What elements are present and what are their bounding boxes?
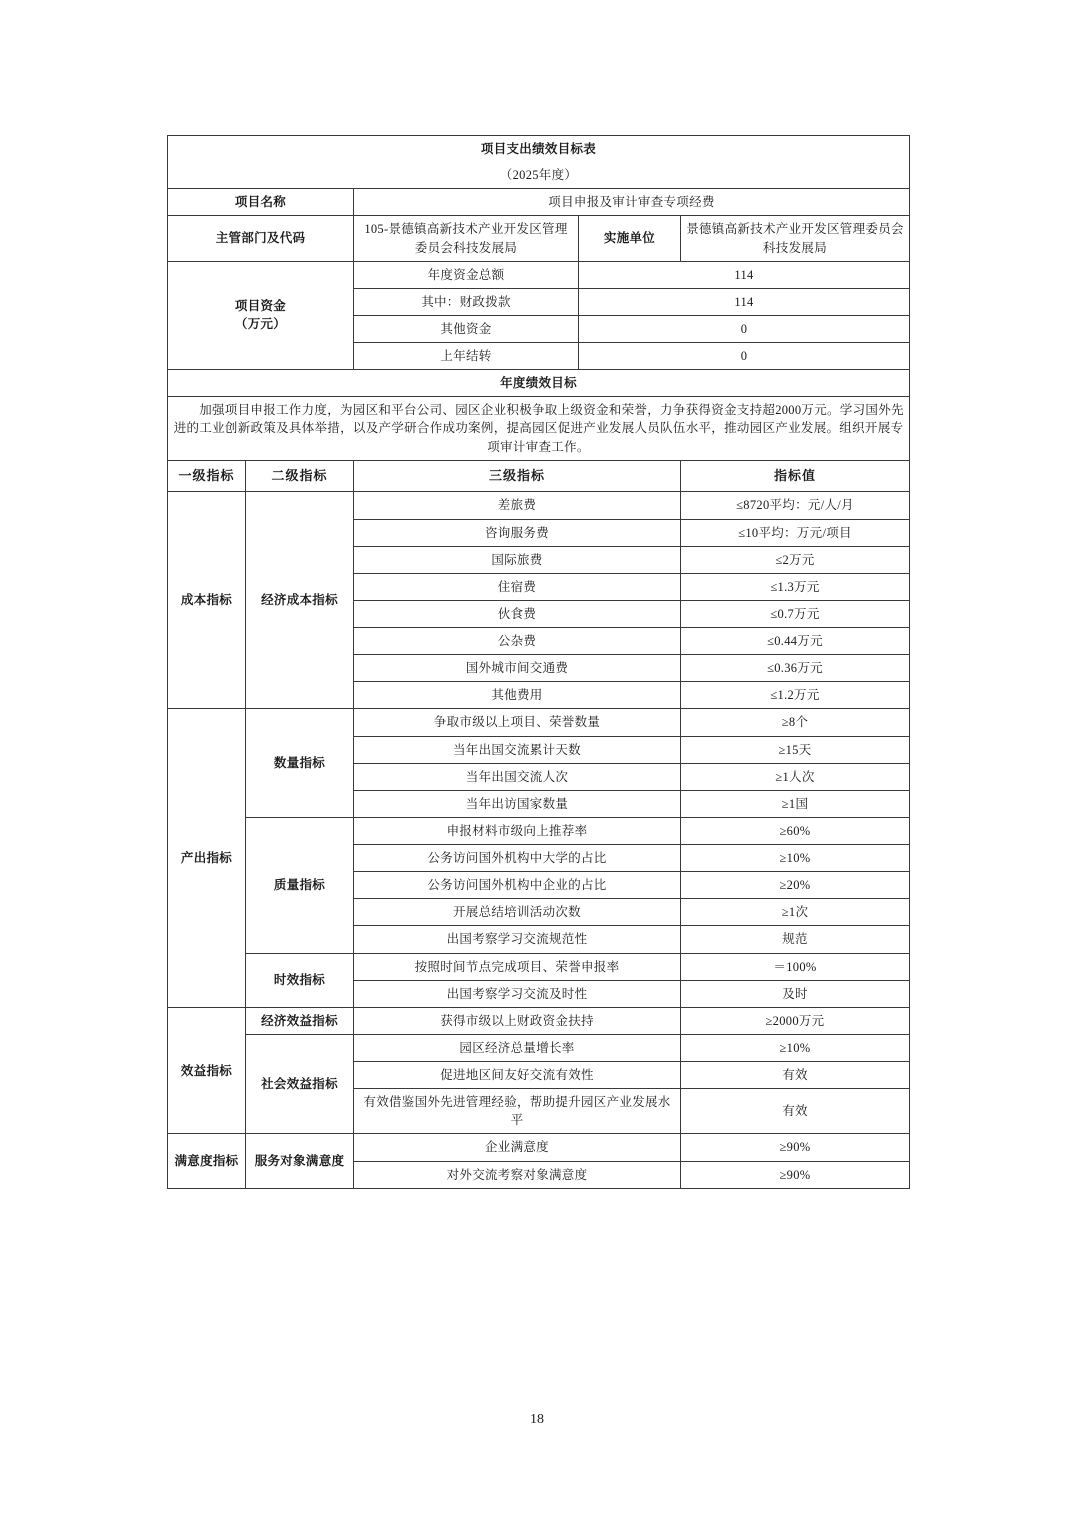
level3-label: 争取市级以上项目、荣誉数量 (354, 709, 681, 736)
level3-label: 出国考察学习交流及时性 (354, 980, 681, 1007)
indicator-value: 规范 (681, 926, 910, 953)
implementing-unit-value: 景德镇高新技术产业开发区管理委员会科技发展局 (681, 216, 910, 261)
page-number: 18 (530, 1412, 544, 1427)
level3-label: 当年出国交流人次 (354, 763, 681, 790)
funds-item-value-3: 0 (579, 343, 910, 370)
level3-label: 国外城市间交通费 (354, 655, 681, 682)
level3-label: 对外交流考察对象满意度 (354, 1161, 681, 1188)
indicator-value: ≥8个 (681, 709, 910, 736)
annual-goal-text-row (168, 397, 910, 460)
level2-quantity: 数量指标 (246, 709, 354, 818)
funds-item-name-1: 其中：财政拨款 (354, 288, 579, 315)
level3-label: 获得市级以上财政资金扶持 (354, 1007, 681, 1034)
indicator-value: ≥90% (681, 1161, 910, 1188)
funds-item-name-3: 上年结转 (354, 343, 579, 370)
table-row (168, 709, 910, 736)
level1-output: 产出指标 (168, 709, 246, 1007)
level3-label: 园区经济总量增长率 (354, 1034, 681, 1061)
funds-item-value-2: 0 (579, 315, 910, 342)
indicator-value: 有效 (681, 1089, 910, 1134)
level3-label: 申报材料市级向上推荐率 (354, 817, 681, 844)
level3-label: 伙食费 (354, 600, 681, 627)
indicator-value: ≤0.36万元 (681, 655, 910, 682)
indicator-value: ≥60% (681, 817, 910, 844)
level2-quality: 质量指标 (246, 817, 354, 953)
level2-social-benefit: 社会效益指标 (246, 1034, 354, 1134)
level3-label: 差旅费 (354, 492, 681, 519)
level3-label: 当年出国交流累计天数 (354, 736, 681, 763)
table-row (168, 953, 910, 980)
indicator-value: ≤2万元 (681, 546, 910, 573)
project-name-label: 项目名称 (168, 189, 354, 216)
table-year-row (168, 162, 910, 189)
level2-economic-benefit: 经济效益指标 (246, 1007, 354, 1034)
indicator-value: ≤0.7万元 (681, 600, 910, 627)
header-level2: 二级指标 (246, 460, 354, 492)
indicator-value: ≥10% (681, 1034, 910, 1061)
funds-item-value-0: 114 (579, 261, 910, 288)
indicator-value: ≥90% (681, 1134, 910, 1161)
level3-label: 按照时间节点完成项目、荣誉申报率 (354, 953, 681, 980)
level3-label: 公务访问国外机构中大学的占比 (354, 845, 681, 872)
funds-item-name-2: 其他资金 (354, 315, 579, 342)
header-level3: 三级指标 (354, 460, 681, 492)
annual-goal-header: 年度绩效目标 (168, 370, 910, 397)
level2-economic-cost: 经济成本指标 (246, 492, 354, 709)
level2-timeliness: 时效指标 (246, 953, 354, 1007)
level3-label: 当年出访国家数量 (354, 790, 681, 817)
indicator-value: ≥10% (681, 845, 910, 872)
document-year: （2025年度） (168, 162, 910, 189)
indicator-value: ≥1次 (681, 899, 910, 926)
level3-label: 公务访问国外机构中企业的占比 (354, 872, 681, 899)
project-funds-label (168, 261, 354, 370)
indicator-value: ≥15天 (681, 736, 910, 763)
level3-label: 咨询服务费 (354, 519, 681, 546)
implementing-unit-label: 实施单位 (579, 216, 681, 261)
indicator-value: ≤0.44万元 (681, 628, 910, 655)
performance-target-table (167, 135, 910, 1189)
level3-label: 国际旅费 (354, 546, 681, 573)
level2-service-satisfaction: 服务对象满意度 (246, 1134, 354, 1188)
project-funds-label-line2: （万元） (234, 317, 287, 332)
project-name-row (168, 189, 910, 216)
level3-label: 其他费用 (354, 682, 681, 709)
indicator-value: 有效 (681, 1062, 910, 1089)
funds-item-name-0: 年度资金总额 (354, 261, 579, 288)
table-row (168, 1134, 910, 1161)
level1-benefit: 效益指标 (168, 1007, 246, 1134)
level3-label: 公杂费 (354, 628, 681, 655)
indicator-value: 及时 (681, 980, 910, 1007)
table-title-row (168, 136, 910, 163)
indicator-header-row (168, 460, 910, 492)
indicator-value: ≥1人次 (681, 763, 910, 790)
level3-label: 出国考察学习交流规范性 (354, 926, 681, 953)
level3-label: 促进地区间友好交流有效性 (354, 1062, 681, 1089)
indicator-value: ≤8720平均：元/人/月 (681, 492, 910, 519)
annual-goal-text: 加强项目申报工作力度，为园区和平台公司、园区企业积极争取上级资金和荣誉，力争获得资金支持超2000万元。学习国外先进的工业创新政策及具体举措，以及产学研合作成功案例，提高园区促进产业发展人员队伍水平，推动园区产业发展。组织开展专项审计审查工作。 (168, 397, 910, 460)
header-value: 指标值 (681, 460, 910, 492)
level3-label: 开展总结培训活动次数 (354, 899, 681, 926)
funds-row-0 (168, 261, 910, 288)
header-level1: 一级指标 (168, 460, 246, 492)
annual-goal-header-row (168, 370, 910, 397)
level3-label: 有效借鉴国外先进管理经验，帮助提升园区产业发展水平 (354, 1089, 681, 1134)
table-row (168, 492, 910, 519)
indicator-value: ≤1.3万元 (681, 573, 910, 600)
project-funds-label-line1: 项目资金 (234, 299, 287, 314)
level1-satisfaction: 满意度指标 (168, 1134, 246, 1188)
indicator-value: ≥20% (681, 872, 910, 899)
indicator-value: ≤10平均：万元/项目 (681, 519, 910, 546)
department-label: 主管部门及代码 (168, 216, 354, 261)
table-row (168, 1007, 910, 1034)
indicator-value: ≥2000万元 (681, 1007, 910, 1034)
page-title: 项目支出绩效目标表 (168, 136, 910, 163)
table-row (168, 1034, 910, 1061)
level3-label: 企业满意度 (354, 1134, 681, 1161)
level1-cost: 成本指标 (168, 492, 246, 709)
indicator-value: ≤1.2万元 (681, 682, 910, 709)
department-row (168, 216, 910, 261)
indicator-value: ＝100% (681, 953, 910, 980)
department-value: 105-景德镇高新技术产业开发区管理委员会科技发展局 (354, 216, 579, 261)
project-name-value: 项目申报及审计审查专项经费 (354, 189, 910, 216)
table-row (168, 817, 910, 844)
indicator-value: ≥1国 (681, 790, 910, 817)
funds-item-value-1: 114 (579, 288, 910, 315)
level3-label: 住宿费 (354, 573, 681, 600)
